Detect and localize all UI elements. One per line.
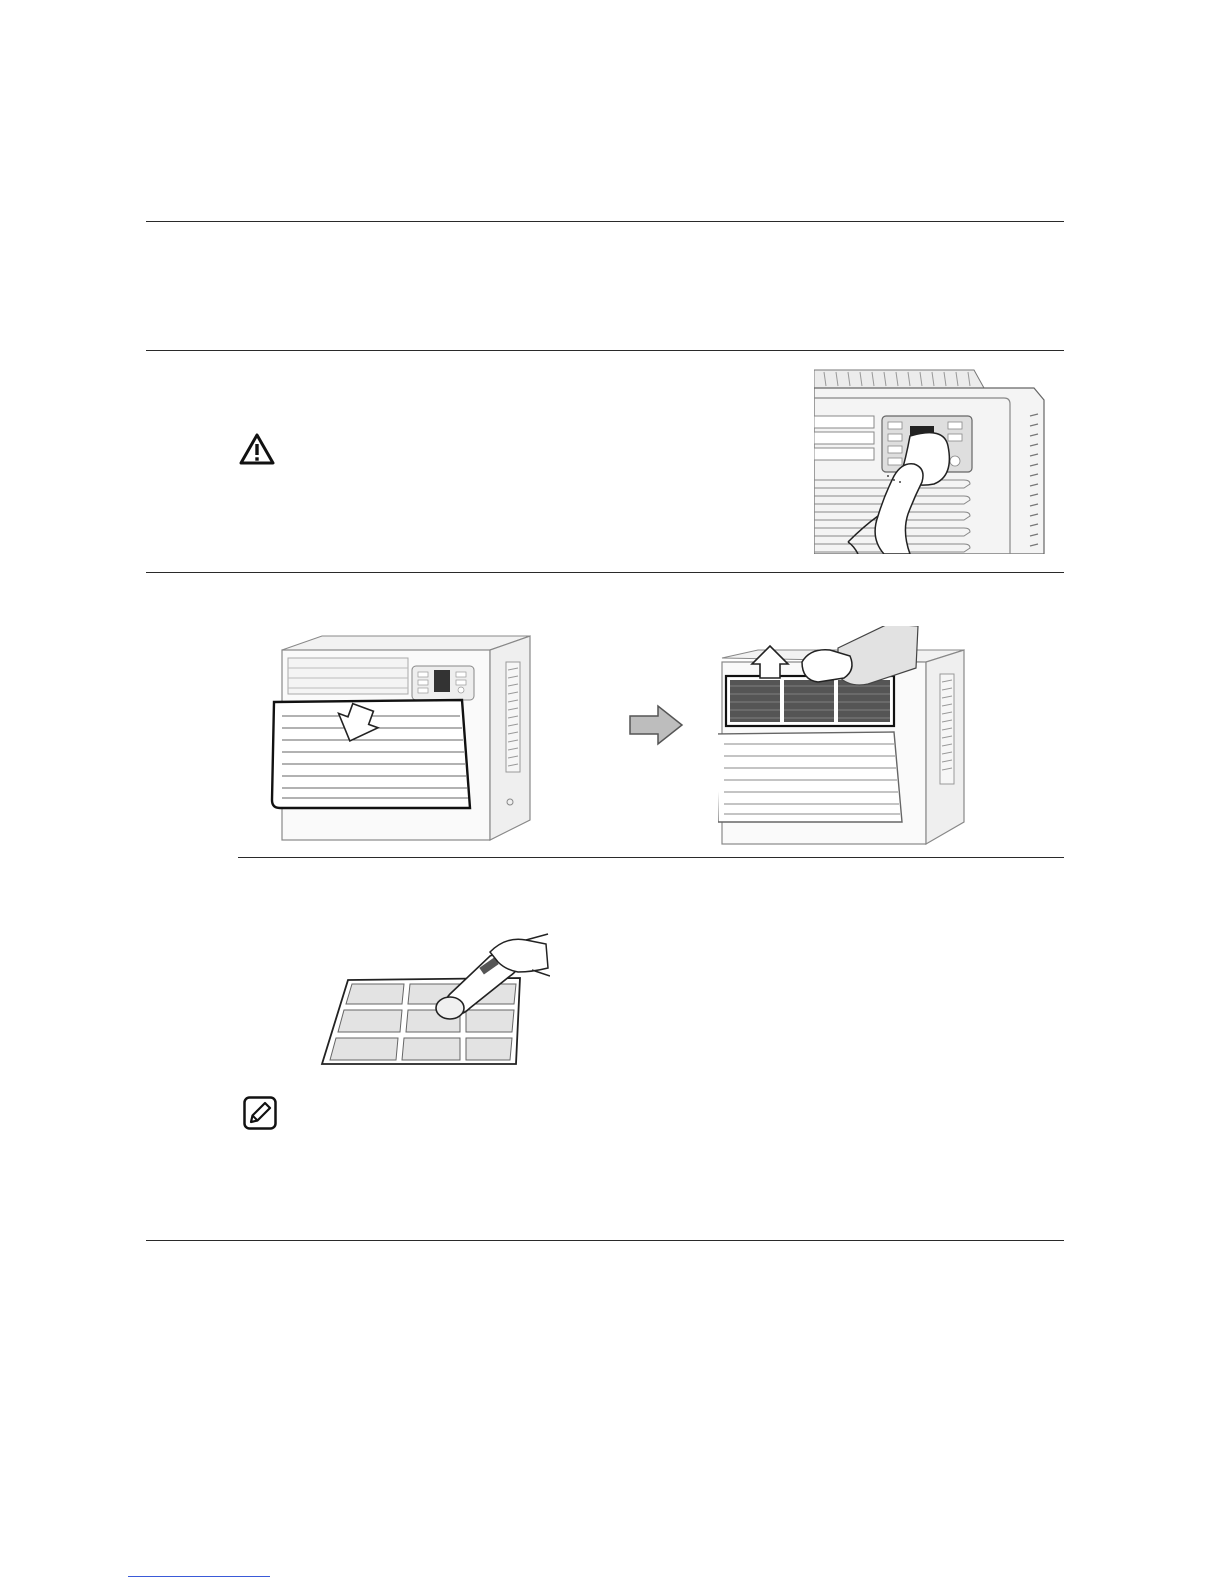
note-pencil-icon <box>243 1096 277 1135</box>
section-divider-3 <box>146 572 1064 573</box>
warning-triangle-icon <box>239 433 275 470</box>
vacuum-filter-illustration <box>320 932 550 1067</box>
arrow-right-icon <box>628 704 684 751</box>
section-divider-1 <box>146 221 1064 222</box>
section-divider-4 <box>238 857 1064 858</box>
wipe-control-panel-illustration <box>814 366 1052 554</box>
open-front-grille-illustration <box>270 632 550 842</box>
remove-filter-illustration <box>718 626 978 846</box>
footer-link-underline[interactable] <box>128 1576 270 1577</box>
section-divider-5 <box>146 1240 1064 1241</box>
section-divider-2 <box>146 350 1064 351</box>
